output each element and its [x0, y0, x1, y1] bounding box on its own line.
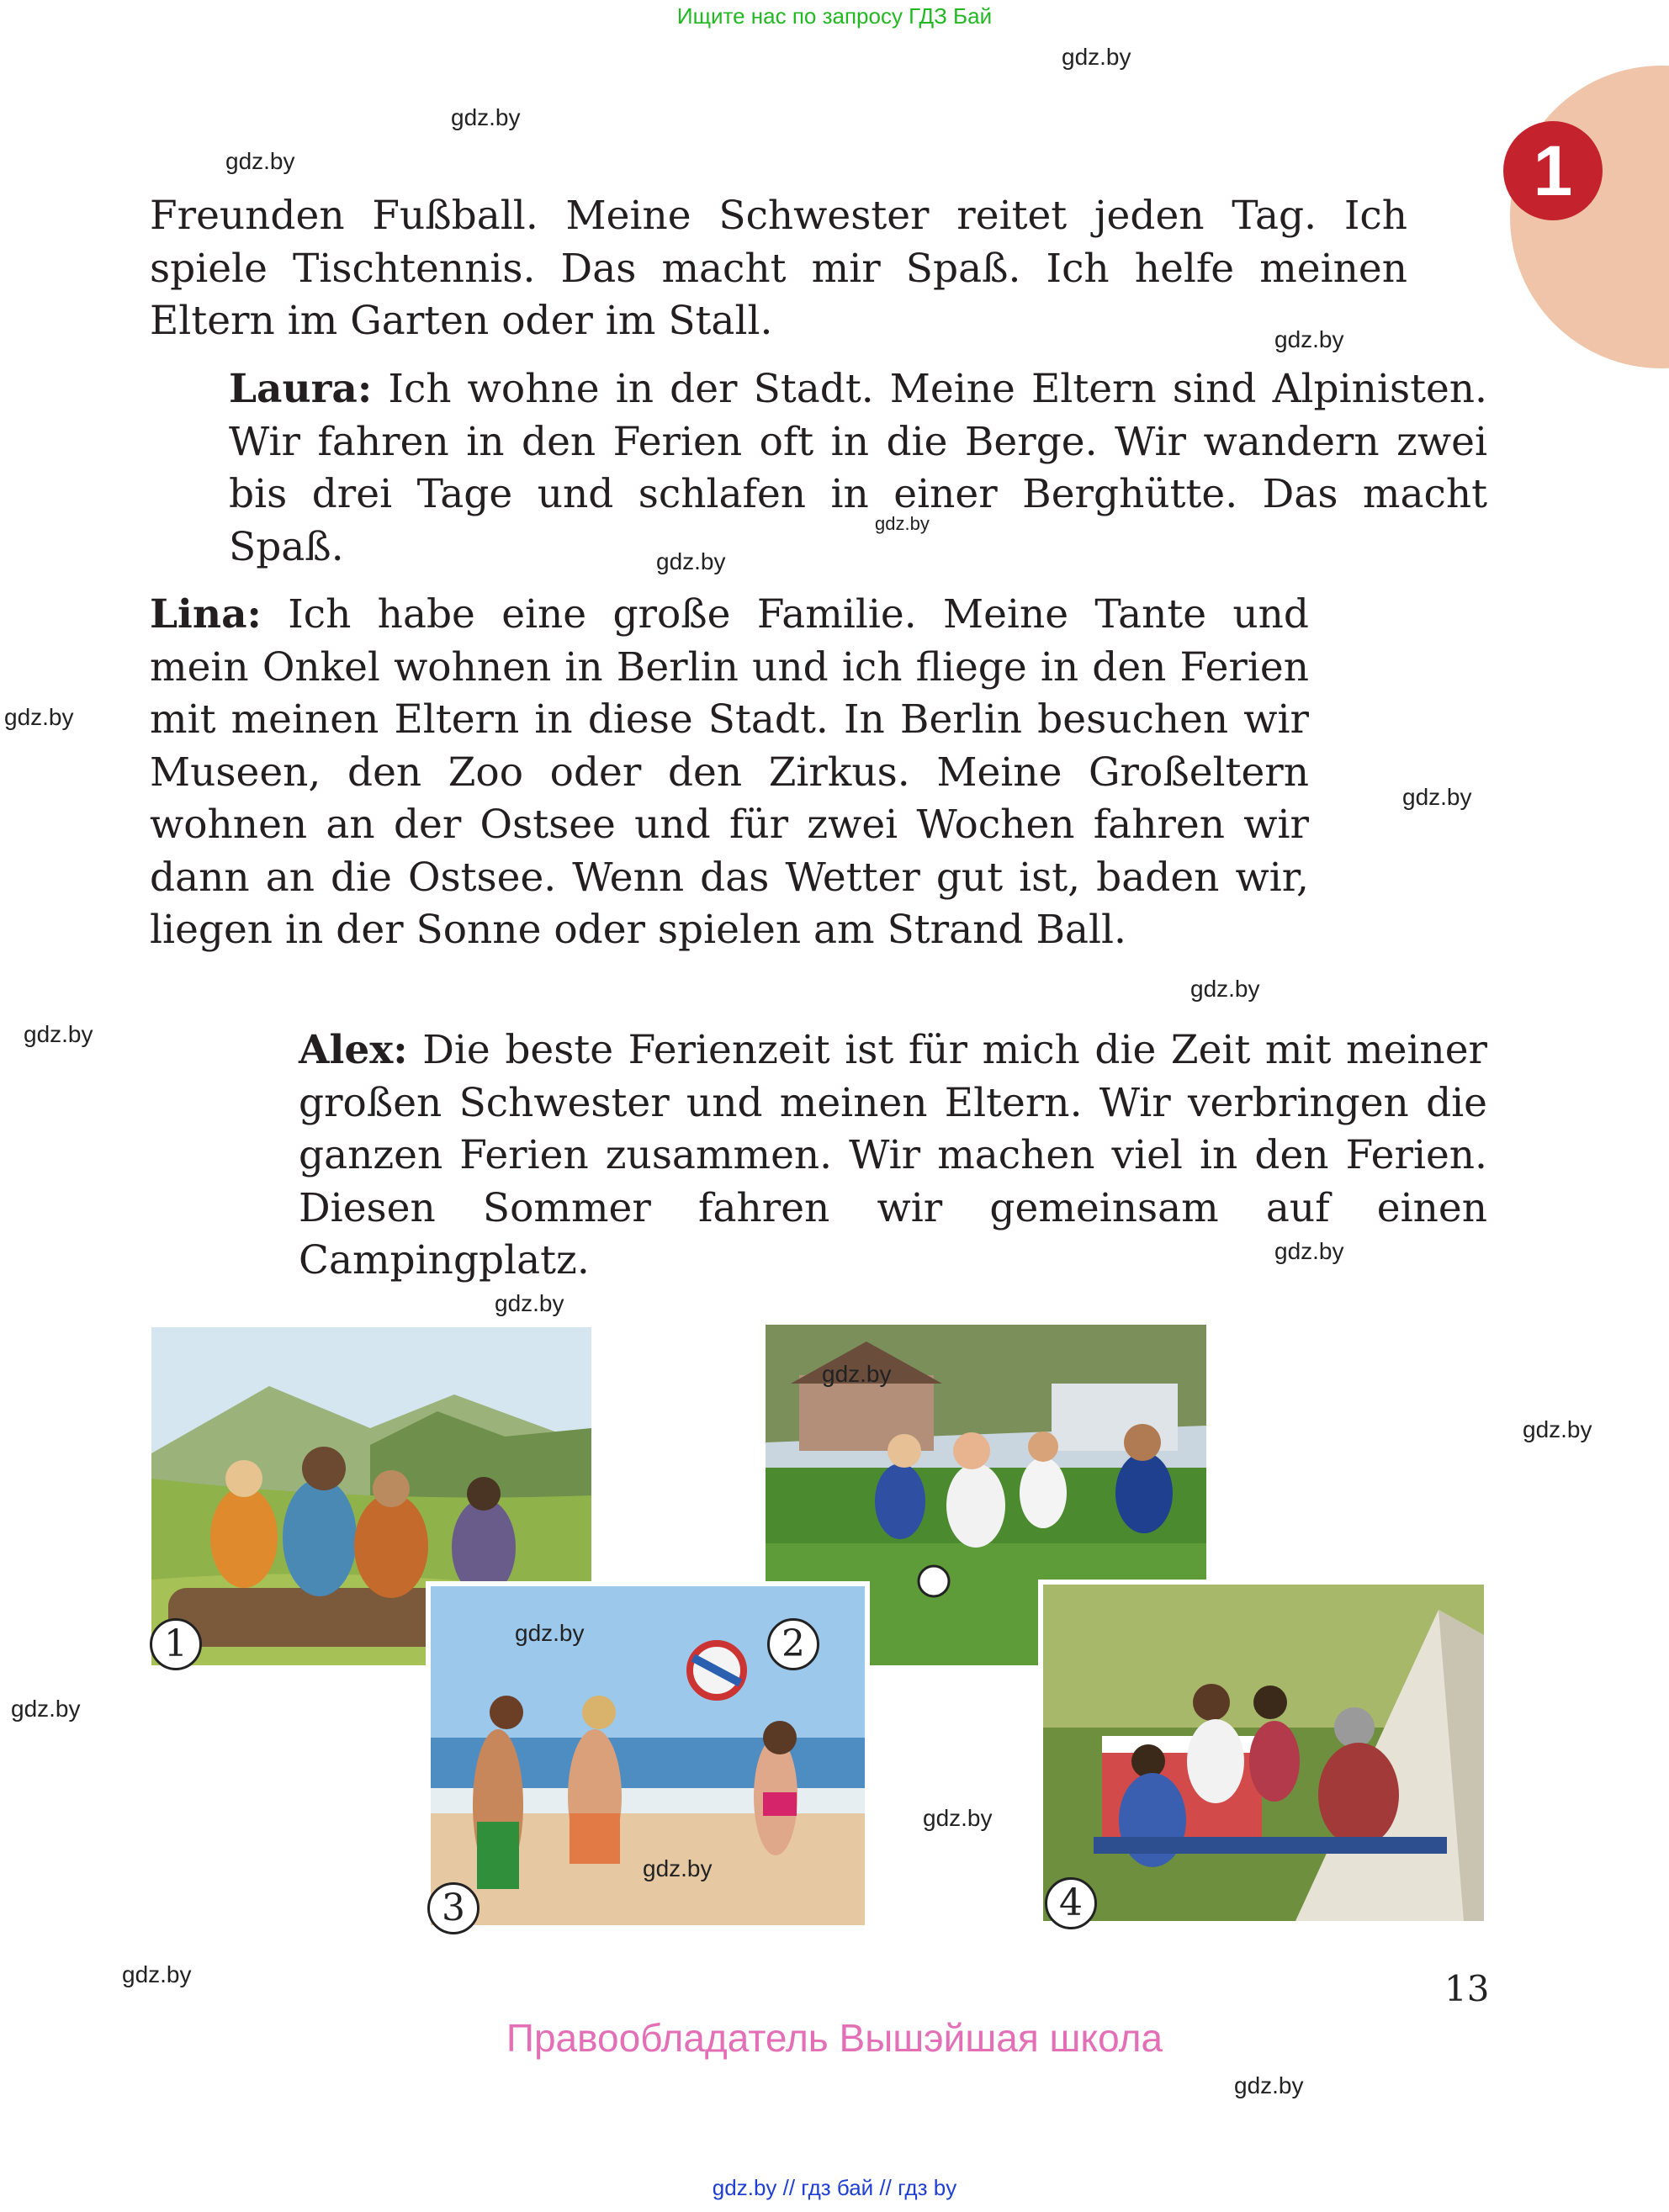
watermark: gdz.by — [515, 1620, 585, 1646]
photo-number-2: 2 — [767, 1618, 819, 1670]
watermark: gdz.by — [122, 1961, 192, 1987]
watermark: gdz.by — [495, 1290, 564, 1316]
laura-text: Ich wohne in der Stadt. Meine Eltern sind Alpinisten. Wir fahren in den Ferien oft in die Berge. Wir wandern zwei bis drei Tage und schlafen in einer Berghütte. Das macht Spaß. — [229, 366, 1487, 570]
photo-number-1: 1 — [150, 1618, 202, 1670]
watermark: gdz.by — [1523, 1416, 1592, 1442]
speaker-name: Lina: — [150, 591, 262, 638]
watermark: gdz.by — [1062, 44, 1131, 70]
watermark: gdz.by — [225, 148, 295, 174]
watermark: gdz.by — [4, 704, 74, 730]
watermark: gdz.by — [923, 1805, 993, 1831]
watermark: gdz.by — [1190, 976, 1260, 1002]
intro-paragraph: Freunden Fußball. Meine Schwester reitet jeden Tag. Ich spiele Tischtennis. Das macht mir Spaß. Ich helfe meinen Eltern im Garten oder im Stall. — [150, 193, 1407, 344]
lina-paragraph — [150, 589, 1309, 957]
rights-holder: Правообладатель Вышэйшая школа — [506, 2016, 1163, 2060]
watermark: gdz.by — [1234, 2072, 1304, 2098]
watermark: gdz.by — [1274, 326, 1344, 352]
watermark: gdz.by — [1274, 1238, 1344, 1264]
top-banner[interactable]: Ищите нас по запросу ГДЗ Бай — [676, 3, 993, 29]
chapter-decoration — [1510, 66, 1669, 368]
speaker-name: Alex: — [299, 1027, 408, 1073]
watermark: gdz.by — [656, 548, 726, 574]
watermark: gdz.by — [24, 1021, 93, 1047]
watermark: gdz.by — [822, 1361, 892, 1387]
alex-paragraph — [299, 1024, 1487, 1288]
watermark: gdz.by — [643, 1855, 713, 1881]
photo-family-camping — [1038, 1580, 1489, 1926]
photo-number-4: 4 — [1045, 1877, 1097, 1929]
watermark: gdz.by — [1402, 784, 1472, 810]
watermark: gdz.by — [11, 1696, 81, 1722]
lina-text: Ich habe eine große Familie. Meine Tante und mein Onkel wohnen in Berlin und ich fliege in den Ferien mit meinen Eltern in diese Stadt. In Berlin besuchen wir Museen, den Zoo oder den Zirkus. Meine Großeltern wohnen an der Ostsee und für zwei Wochen fahren wir dann an die Ostsee. Wenn das Wetter gut ist, baden wir, liegen in der Sonne oder spielen am Strand Ball. — [150, 591, 1309, 953]
alex-text: Die beste Ferienzeit ist für mich die Zeit mit meiner großen Schwester und meinen Eltern. Wir verbringen die ganzen Ferien zusammen. Wir machen viel in den Ferien. Diesen Sommer fahren wir gemeinsam auf einen Campingplatz. — [299, 1027, 1487, 1283]
page-number: 13 — [1444, 1968, 1490, 2009]
watermark: gdz.by — [451, 104, 521, 130]
speaker-name: Laura: — [229, 366, 373, 412]
footer-links[interactable]: gdz.by // гдз бай // гдз by — [712, 2175, 957, 2200]
chapter-badge: 1 — [1503, 121, 1603, 220]
photo-number-3: 3 — [427, 1882, 480, 1934]
laura-paragraph — [229, 363, 1487, 574]
watermark: gdz.by — [875, 513, 930, 534]
